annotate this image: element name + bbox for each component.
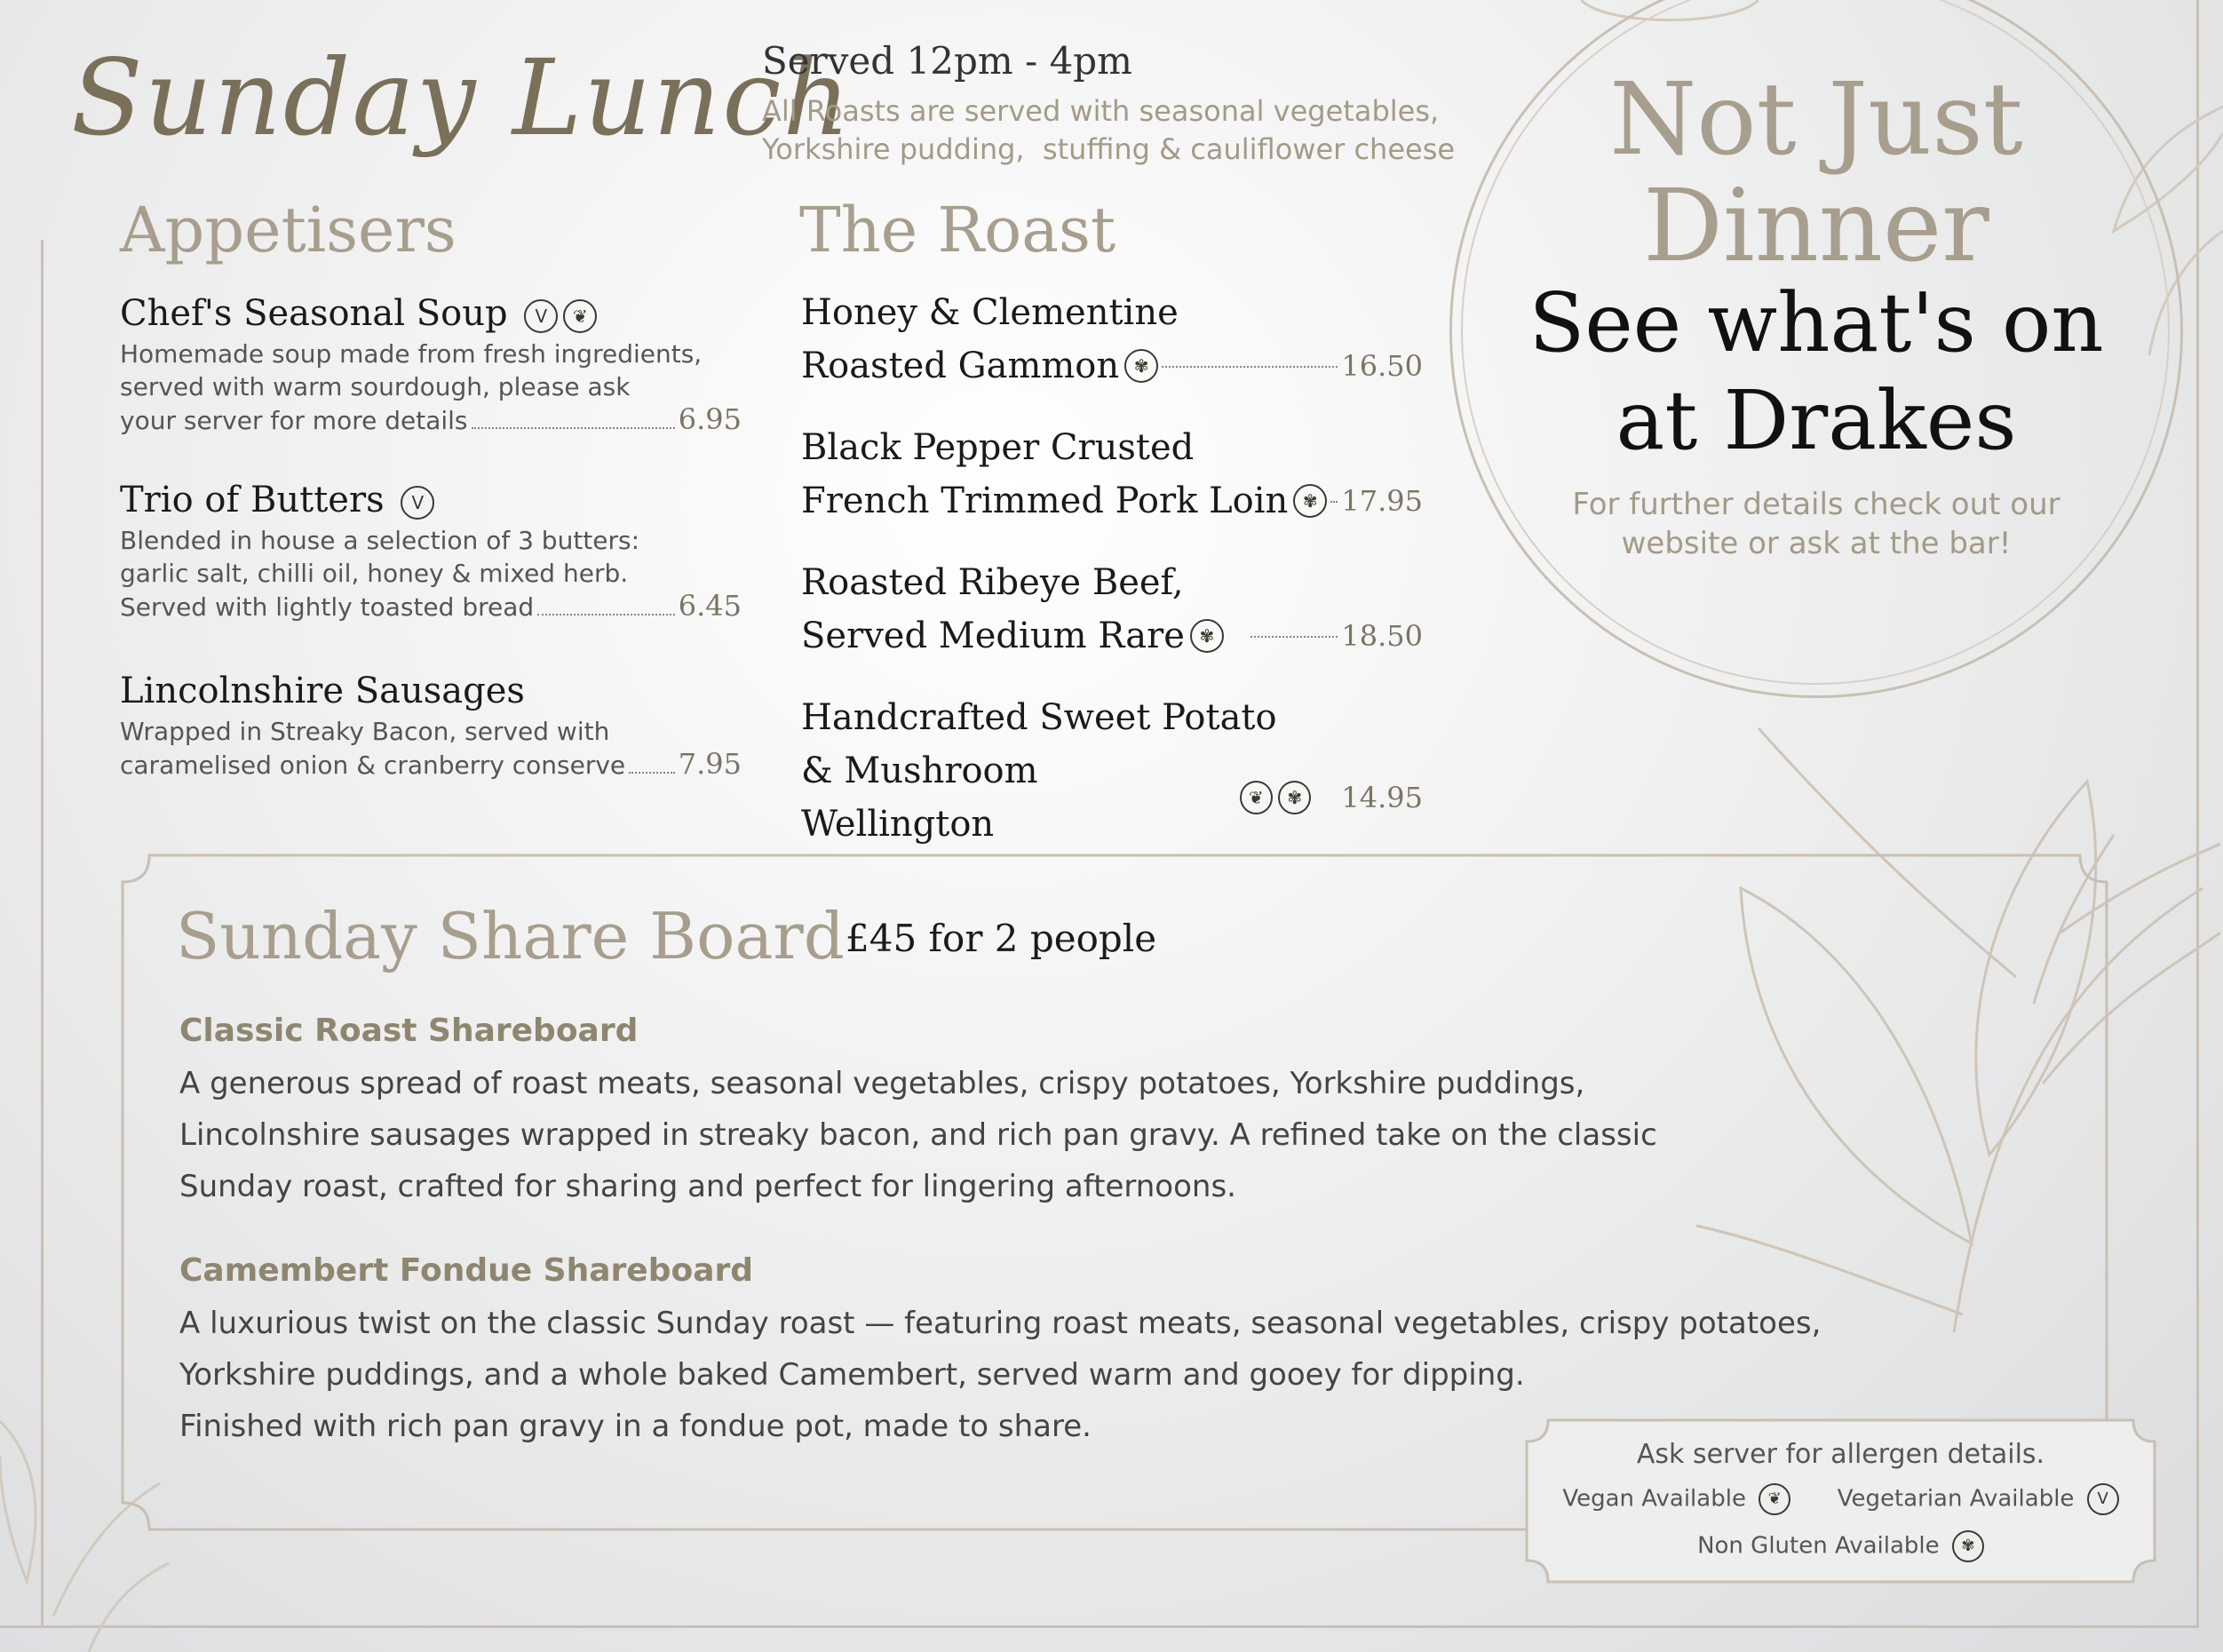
gluten-legend-label: Non Gluten Available — [1697, 1532, 1940, 1560]
roast-title: The Roast — [799, 194, 1116, 266]
promo-sub1: For further details check out our — [1572, 487, 2060, 522]
appetiser-price: 6.45 — [678, 589, 742, 623]
gluten-free-icon: ✾ — [1124, 349, 1158, 383]
allergen-title: Ask server for allergen details. — [1636, 1439, 2045, 1470]
price-leader-dots — [472, 426, 675, 429]
vegan-leaf-icon: ❦ — [563, 299, 597, 333]
roast-price: 14.95 — [1341, 781, 1423, 814]
price-leader-dots — [1162, 365, 1338, 368]
price-leader-dots — [537, 613, 675, 616]
appetiser-price: 7.95 — [678, 747, 742, 781]
appetiser-desc-line: Blended in house a selection of 3 butters: — [120, 526, 640, 555]
vegan-legend-label: Vegan Available — [1562, 1485, 1746, 1513]
appetiser-item — [120, 293, 742, 437]
promo-sub2: website or ask at the bar! — [1621, 526, 2012, 561]
shareboard-desc-line: A luxurious twist on the classic Sunday roast — featuring roast meats, seasonal vegetables, crispy potatoes, — [179, 1306, 1822, 1341]
roast-item — [801, 421, 1423, 528]
gluten-free-icon: ✾ — [1293, 484, 1327, 518]
shareboard-desc-line: Yorkshire puddings, and a whole baked Camembert, served warm and gooey for dipping. — [179, 1357, 1525, 1393]
appetiser-desc-line: Wrapped in Streaky Bacon, served with — [120, 717, 610, 746]
roast-name-line2: French Trimmed Pork Loin — [801, 481, 1289, 521]
shareboard-desc-line: Finished with rich pan gravy in a fondue pot, made to share. — [179, 1409, 1092, 1444]
roast-name-line1: Black Pepper Crusted — [801, 427, 1195, 468]
roast-name-line2: Roasted Gammon — [801, 345, 1120, 386]
gluten-free-icon: ✾ — [1190, 619, 1224, 653]
vegetarian-icon: V — [524, 299, 558, 333]
roast-note-line2: Yorkshire pudding, stuffing & cauliflower cheese — [762, 132, 1456, 166]
appetiser-name: Chef's Seasonal Soup — [120, 293, 508, 334]
shareboard-desc-line: Sunday roast, crafted for sharing and perfect for lingering afternoons. — [179, 1169, 1236, 1204]
roast-price: 17.95 — [1341, 484, 1423, 518]
roast-name-line2: Served Medium Rare — [801, 616, 1185, 656]
appetiser-desc-line: garlic salt, chilli oil, honey & mixed herb. — [120, 559, 629, 588]
appetiser-name: Lincolnshire Sausages — [120, 671, 525, 711]
promo-line4: at Drakes — [1616, 373, 2017, 468]
shareboard-item-name: Camembert Fondue Shareboard — [179, 1252, 754, 1289]
appetiser-name: Trio of Butters — [120, 480, 385, 520]
vegan-leaf-icon: ❦ — [1759, 1483, 1790, 1515]
roast-item — [801, 286, 1423, 393]
appetiser-item — [120, 671, 742, 782]
appetiser-desc-line: served with warm sourdough, please ask — [120, 372, 631, 401]
appetiser-desc-line: your server for more details — [120, 406, 468, 435]
appetiser-desc-line: Served with lightly toasted bread — [120, 592, 535, 622]
roast-name-line2: & Mushroom Wellington — [801, 751, 1038, 845]
roast-note-line1: All Roasts are served with seasonal vegetables, — [762, 94, 1440, 128]
allergen-legend-row — [1523, 1530, 2158, 1562]
price-leader-dots — [1250, 635, 1338, 638]
promo-line3: See what's on — [1528, 275, 2104, 370]
appetiser-price: 6.95 — [678, 402, 742, 436]
appetiser-item — [120, 480, 742, 623]
promo-line1: Not Just — [1609, 62, 2023, 178]
vegetarian-icon: V — [2087, 1483, 2119, 1515]
promo-line2: Dinner — [1643, 169, 1989, 284]
menu-title: Sunday Lunch — [71, 36, 853, 159]
shareboard-title: Sunday Share Board — [176, 899, 845, 973]
shareboard-desc-line: A generous spread of roast meats, seasonal vegetables, crispy potatoes, Yorkshire puddings, — [179, 1066, 1585, 1101]
roast-item — [801, 556, 1423, 663]
shareboard-price: £45 for 2 people — [846, 917, 1157, 960]
roast-price: 18.50 — [1341, 619, 1423, 653]
appetiser-desc-line: Homemade soup made from fresh ingredients, — [120, 339, 703, 369]
gluten-free-icon: ✾ — [1278, 781, 1311, 814]
served-time: Served 12pm - 4pm — [762, 39, 1133, 83]
roast-name-line1: Honey & Clementine — [801, 292, 1179, 333]
price-leader-dots — [1330, 500, 1338, 503]
allergen-legend-row — [1523, 1483, 2158, 1515]
shareboard-desc-line: Lincolnshire sausages wrapped in streaky bacon, and rich pan gravy. A refined take on the classic — [179, 1117, 1657, 1153]
roast-name-line1: Roasted Ribeye Beef, — [801, 562, 1184, 603]
roast-price: 16.50 — [1341, 349, 1423, 383]
vegetarian-icon: V — [401, 486, 434, 520]
shareboard-item-name: Classic Roast Shareboard — [179, 1013, 639, 1049]
appetiser-desc-line: caramelised onion & cranberry conserve — [120, 751, 626, 780]
vegetarian-legend-label: Vegetarian Available — [1837, 1485, 2075, 1513]
gluten-free-icon: ✾ — [1952, 1530, 1984, 1562]
appetisers-title: Appetisers — [120, 194, 457, 266]
vegan-leaf-icon: ❦ — [1240, 781, 1273, 814]
roast-name-line1: Handcrafted Sweet Potato — [801, 697, 1277, 738]
roast-item — [801, 691, 1423, 851]
price-leader-dots — [629, 771, 675, 774]
